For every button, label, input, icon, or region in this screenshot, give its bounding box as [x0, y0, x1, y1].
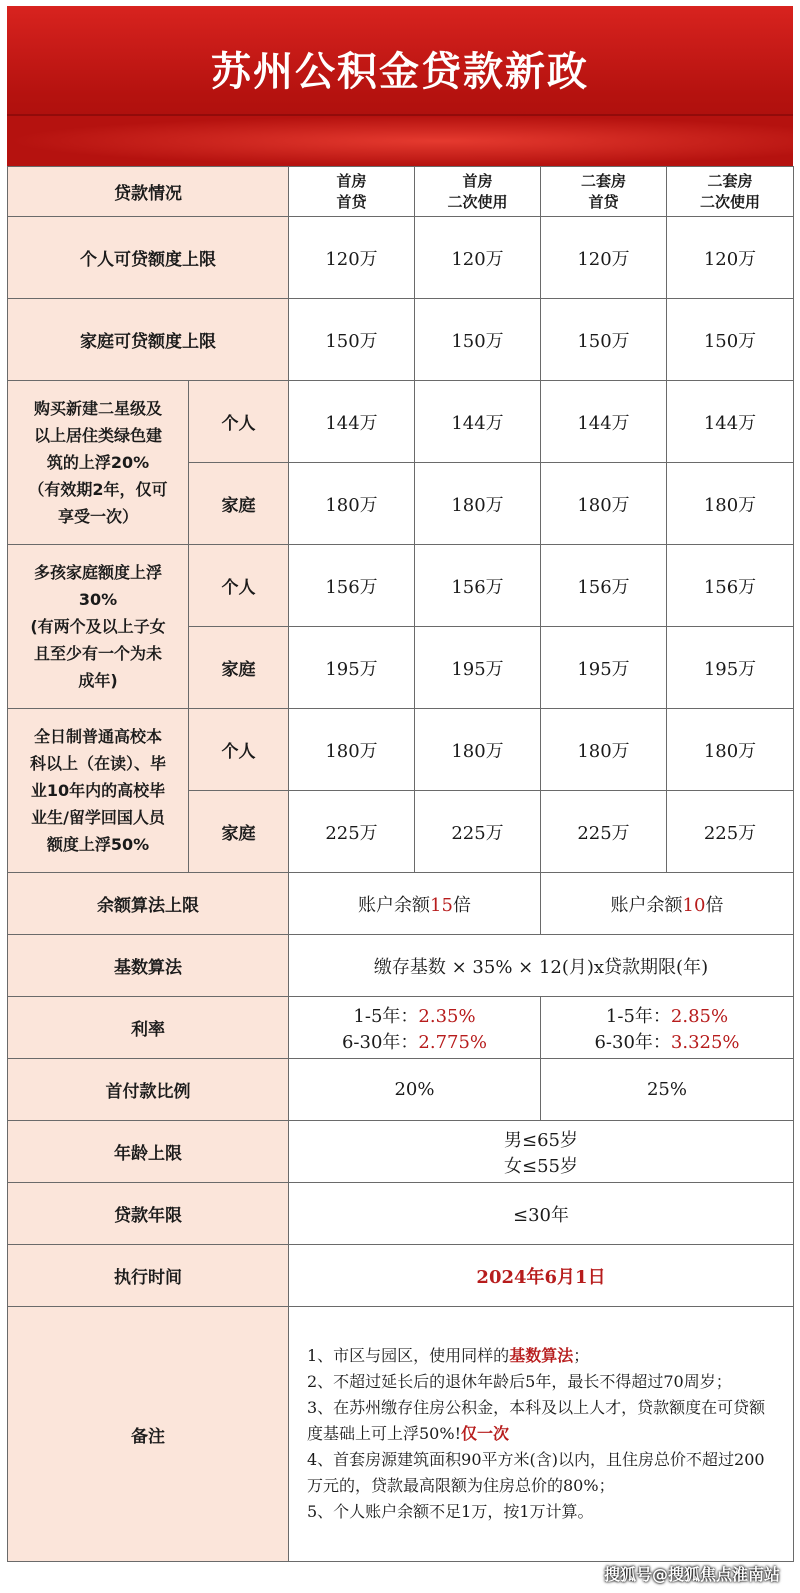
effective-row: [8, 1245, 794, 1307]
cell-value: 156万: [289, 545, 415, 627]
row-label: 家庭可贷额度上限: [8, 299, 289, 381]
cell-value: 225万: [289, 791, 415, 873]
age-row: [8, 1121, 794, 1183]
banner-glow: [7, 116, 793, 166]
cell-value: 156万: [541, 545, 667, 627]
rate-row: [8, 997, 794, 1059]
graduate-personal-row: [8, 709, 794, 791]
header-label: 贷款情况: [8, 167, 289, 217]
rate-first: 1-5年：2.35% 6-30年：2.775%: [289, 997, 541, 1059]
sub-label: 个人: [189, 709, 289, 791]
cell-value: 120万: [667, 217, 794, 299]
down-first: 20%: [289, 1059, 541, 1121]
multichild-label: 多孩家庭额度上浮 30% (有两个及以上子女 且至少有一个为未 成年): [8, 545, 189, 709]
cell-value: 180万: [289, 709, 415, 791]
row-label: 基数算法: [8, 935, 289, 997]
down-payment-row: [8, 1059, 794, 1121]
loan-policy-table: [7, 166, 794, 1562]
row-label: 执行时间: [8, 1245, 289, 1307]
green-personal-row: [8, 381, 794, 463]
cell-value: 144万: [667, 381, 794, 463]
cell-value: 195万: [415, 627, 541, 709]
term-value: ≤30年: [289, 1183, 794, 1245]
page-title: 苏州公积金贷款新政: [211, 49, 589, 95]
cell-value: 195万: [289, 627, 415, 709]
note-4: 4、首套房源建筑面积90平方米(含)以内，且住房总价不超过200万元的，贷款最高限额为住房总价的80%；: [307, 1450, 765, 1495]
personal-limit-row: [8, 217, 794, 299]
note-1: 1、市区与园区，使用同样的基数算法；: [307, 1346, 590, 1365]
down-second: 25%: [541, 1059, 794, 1121]
multichild-personal-row: [8, 545, 794, 627]
note-3: 3、在苏州缴存住房公积金，本科及以上人才，贷款额度在可贷额度基础上可上浮50%!仅一次: [307, 1398, 766, 1443]
notes-row: [8, 1307, 794, 1562]
balance-second: 账户余额10倍: [541, 873, 794, 935]
cell-value: 180万: [541, 709, 667, 791]
notes-content: [289, 1307, 794, 1562]
cell-value: 150万: [667, 299, 794, 381]
row-label: 个人可贷额度上限: [8, 217, 289, 299]
term-row: [8, 1183, 794, 1245]
sub-label: 家庭: [189, 791, 289, 873]
cell-value: 180万: [415, 463, 541, 545]
row-label: 利率: [8, 997, 289, 1059]
watermark: 搜狐号@搜狐焦点淮南站: [603, 1565, 780, 1584]
sub-label: 家庭: [189, 463, 289, 545]
age-value: 男≤65岁 女≤55岁: [289, 1121, 794, 1183]
balance-row: [8, 873, 794, 935]
cell-value: 120万: [415, 217, 541, 299]
title-banner: [7, 6, 793, 166]
cell-value: 120万: [541, 217, 667, 299]
cell-value: 144万: [289, 381, 415, 463]
row-label: 备注: [8, 1307, 289, 1562]
cell-value: 144万: [541, 381, 667, 463]
cell-value: 225万: [415, 791, 541, 873]
cell-value: 150万: [289, 299, 415, 381]
cell-value: 150万: [415, 299, 541, 381]
base-row: [8, 935, 794, 997]
rate-second: 1-5年：2.85% 6-30年：3.325%: [541, 997, 794, 1059]
sub-label: 个人: [189, 545, 289, 627]
header-row: [8, 167, 794, 217]
cell-value: 156万: [415, 545, 541, 627]
note-2: 2、不超过延长后的退休年龄后5年，最长不得超过70周岁；: [307, 1372, 732, 1391]
sub-label: 个人: [189, 381, 289, 463]
sub-label: 家庭: [189, 627, 289, 709]
family-limit-row: [8, 299, 794, 381]
cell-value: 180万: [667, 709, 794, 791]
cell-value: 120万: [289, 217, 415, 299]
header-col-4: 二套房 二次使用: [667, 167, 794, 217]
base-formula: 缴存基数 × 35% × 12(月)x贷款期限(年): [289, 935, 794, 997]
balance-first: 账户余额15倍: [289, 873, 541, 935]
cell-value: 195万: [667, 627, 794, 709]
header-col-3: 二套房 首贷: [541, 167, 667, 217]
header-col-2: 首房 二次使用: [415, 167, 541, 217]
header-col-1: 首房 首贷: [289, 167, 415, 217]
cell-value: 180万: [415, 709, 541, 791]
cell-value: 225万: [541, 791, 667, 873]
cell-value: 225万: [667, 791, 794, 873]
row-label: 贷款年限: [8, 1183, 289, 1245]
note-5: 5、个人账户余额不足1万，按1万计算。: [307, 1502, 594, 1521]
green-label: 购买新建二星级及 以上居住类绿色建 筑的上浮20% （有效期2年，仅可 享受一次）: [8, 381, 189, 545]
cell-value: 150万: [541, 299, 667, 381]
banner-divider: [7, 114, 793, 116]
row-label: 首付款比例: [8, 1059, 289, 1121]
cell-value: 156万: [667, 545, 794, 627]
cell-value: 180万: [667, 463, 794, 545]
graduate-label: 全日制普通高校本 科以上（在读）、毕 业10年内的高校毕 业生/留学回国人员 额度上浮50%: [8, 709, 189, 873]
cell-value: 180万: [541, 463, 667, 545]
cell-value: 144万: [415, 381, 541, 463]
effective-date: 2024年6月1日: [289, 1245, 794, 1307]
cell-value: 180万: [289, 463, 415, 545]
row-label: 余额算法上限: [8, 873, 289, 935]
row-label: 年龄上限: [8, 1121, 289, 1183]
cell-value: 195万: [541, 627, 667, 709]
